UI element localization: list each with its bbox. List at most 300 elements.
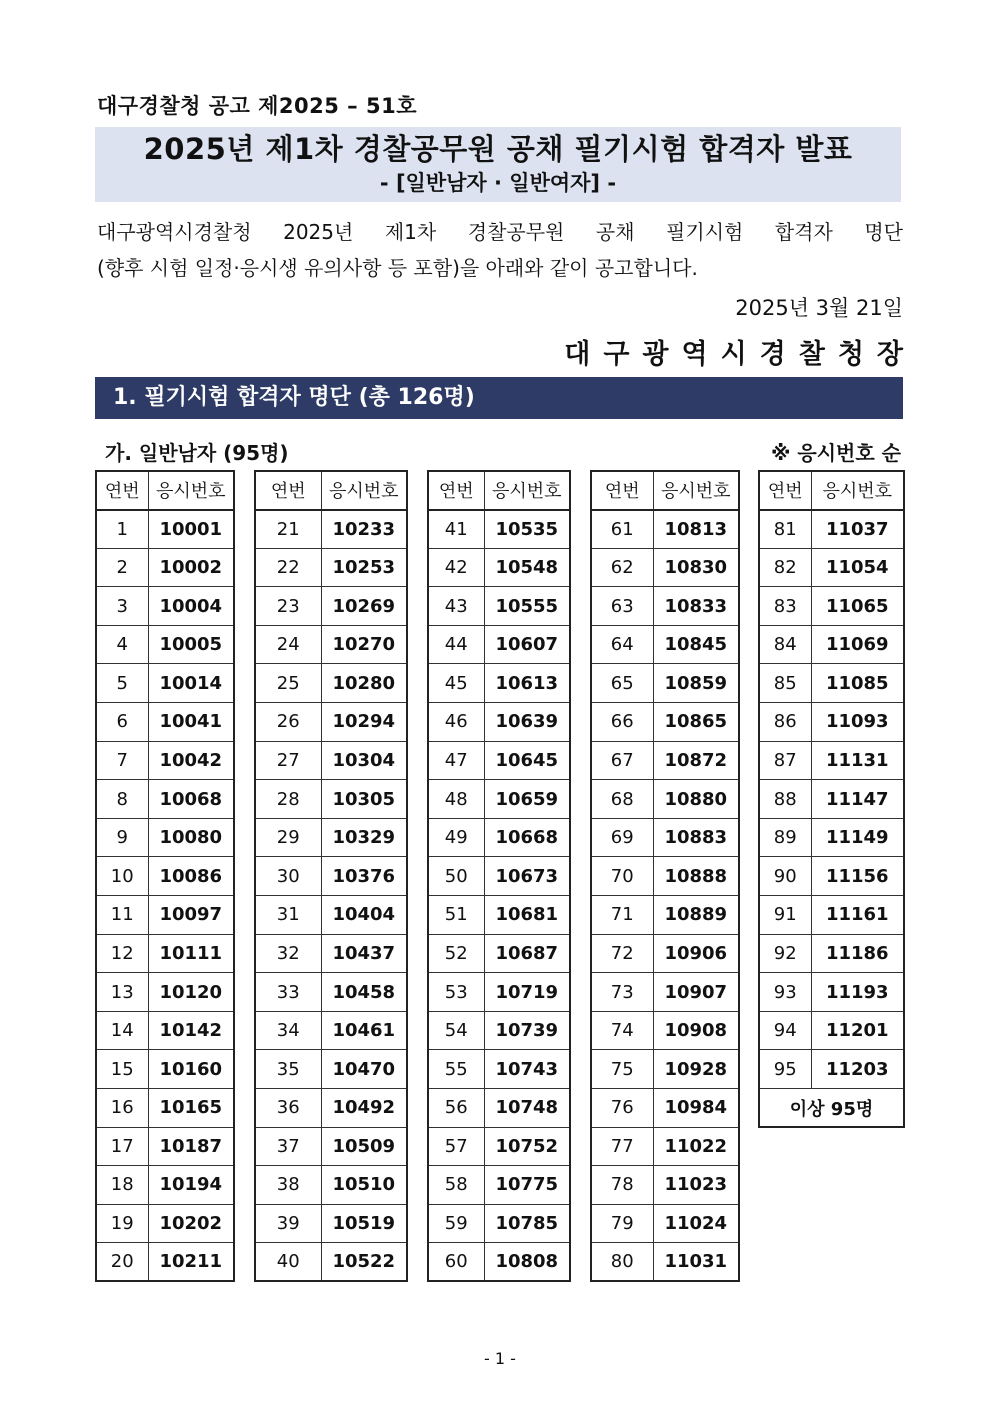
table-row	[428, 1050, 570, 1089]
exam-number-cell: 10002	[148, 548, 234, 587]
exam-number-cell: 10775	[484, 1166, 570, 1205]
table-row	[591, 548, 739, 587]
exam-number-cell: 10202	[148, 1204, 234, 1243]
seq-cell: 15	[96, 1050, 148, 1089]
exam-number-cell: 11031	[653, 1243, 739, 1282]
exam-number-cell: 10042	[148, 741, 234, 780]
table-row	[255, 510, 407, 549]
table-header-row	[428, 471, 570, 510]
table-row	[428, 664, 570, 703]
exam-number-cell: 10830	[653, 548, 739, 587]
exam-number-cell: 11024	[653, 1204, 739, 1243]
seq-cell: 21	[255, 510, 321, 549]
exam-number-cell: 11085	[811, 664, 904, 703]
seq-cell: 20	[96, 1243, 148, 1282]
order-note: ※ 응시번호 순	[771, 441, 901, 465]
seq-cell: 25	[255, 664, 321, 703]
section-header: 1. 필기시험 합격자 명단 (총 126명)	[95, 377, 903, 419]
table-row	[428, 780, 570, 819]
seq-cell: 32	[255, 934, 321, 973]
table-row	[96, 780, 234, 819]
seq-cell: 93	[759, 973, 811, 1012]
table-row	[591, 1050, 739, 1089]
exam-number-cell: 11065	[811, 587, 904, 626]
seq-cell: 4	[96, 625, 148, 664]
table-row	[96, 818, 234, 857]
table-row	[591, 1011, 739, 1050]
table-row	[255, 587, 407, 626]
seq-cell: 16	[96, 1089, 148, 1128]
table-row	[255, 1166, 407, 1205]
exam-number-cell: 10211	[148, 1243, 234, 1282]
results-table-5	[758, 470, 905, 1128]
exam-number-cell: 10068	[148, 780, 234, 819]
seq-cell: 39	[255, 1204, 321, 1243]
table-row	[759, 1011, 904, 1050]
table-row	[759, 973, 904, 1012]
seq-cell: 24	[255, 625, 321, 664]
exam-number-cell: 11149	[811, 818, 904, 857]
table-row	[428, 625, 570, 664]
column-header-exam-number: 응시번호	[653, 471, 739, 510]
exam-number-cell: 11186	[811, 934, 904, 973]
seq-cell: 14	[96, 1011, 148, 1050]
exam-number-cell: 10888	[653, 857, 739, 896]
table-row	[591, 1127, 739, 1166]
table-row	[428, 587, 570, 626]
table-row	[96, 896, 234, 935]
table-row	[759, 896, 904, 935]
seq-cell: 81	[759, 510, 811, 549]
table-row	[591, 818, 739, 857]
seq-cell: 61	[591, 510, 653, 549]
table-row	[428, 548, 570, 587]
seq-cell: 22	[255, 548, 321, 587]
exam-number-cell: 10880	[653, 780, 739, 819]
seq-cell: 34	[255, 1011, 321, 1050]
exam-number-cell: 10461	[321, 1011, 407, 1050]
exam-number-cell: 10645	[484, 741, 570, 780]
seq-cell: 10	[96, 857, 148, 896]
seq-cell: 71	[591, 896, 653, 935]
table-row	[591, 1204, 739, 1243]
exam-number-cell: 11156	[811, 857, 904, 896]
column-header-exam-number: 응시번호	[484, 471, 570, 510]
table-row	[428, 510, 570, 549]
seq-cell: 78	[591, 1166, 653, 1205]
seq-cell: 65	[591, 664, 653, 703]
seq-cell: 19	[96, 1204, 148, 1243]
table-row	[96, 1089, 234, 1128]
seq-cell: 17	[96, 1127, 148, 1166]
table-row	[255, 1127, 407, 1166]
seq-cell: 29	[255, 818, 321, 857]
table-row	[96, 1050, 234, 1089]
exam-number-cell: 10908	[653, 1011, 739, 1050]
seq-cell: 76	[591, 1089, 653, 1128]
table-row	[759, 780, 904, 819]
seq-cell: 53	[428, 973, 484, 1012]
table-row	[255, 1243, 407, 1282]
exam-number-cell: 10001	[148, 510, 234, 549]
exam-number-cell: 11069	[811, 625, 904, 664]
seq-cell: 91	[759, 896, 811, 935]
table-row	[96, 703, 234, 742]
table-row	[759, 1050, 904, 1089]
page-title: 2025년 제1차 경찰공무원 공채 필기시험 합격자 발표	[143, 132, 853, 166]
column-header-seq: 연번	[255, 471, 321, 510]
table-header-row	[96, 471, 234, 510]
seq-cell: 68	[591, 780, 653, 819]
table-row	[96, 510, 234, 549]
table-row	[428, 896, 570, 935]
table-row	[591, 625, 739, 664]
exam-number-cell: 10739	[484, 1011, 570, 1050]
notice-date: 2025년 3월 21일	[735, 296, 903, 320]
table-row	[255, 1050, 407, 1089]
table-row	[759, 741, 904, 780]
seq-cell: 13	[96, 973, 148, 1012]
seq-cell: 43	[428, 587, 484, 626]
exam-number-cell: 10555	[484, 587, 570, 626]
exam-number-cell: 10845	[653, 625, 739, 664]
exam-number-cell: 10111	[148, 934, 234, 973]
exam-number-cell: 10907	[653, 973, 739, 1012]
column-header-seq: 연번	[96, 471, 148, 510]
exam-number-cell: 10165	[148, 1089, 234, 1128]
exam-number-cell: 10752	[484, 1127, 570, 1166]
exam-number-cell: 10458	[321, 973, 407, 1012]
exam-number-cell: 10522	[321, 1243, 407, 1282]
table-row	[428, 1127, 570, 1166]
table-row	[255, 1204, 407, 1243]
table-row	[96, 1243, 234, 1282]
table-row	[591, 780, 739, 819]
table-row	[428, 703, 570, 742]
results-table-1	[95, 470, 235, 1282]
seq-cell: 31	[255, 896, 321, 935]
exam-number-cell: 10005	[148, 625, 234, 664]
seq-cell: 28	[255, 780, 321, 819]
table-row	[96, 1204, 234, 1243]
table-row	[96, 548, 234, 587]
table-row	[428, 934, 570, 973]
table-row	[255, 1089, 407, 1128]
exam-number-cell: 10889	[653, 896, 739, 935]
exam-number-cell: 10659	[484, 780, 570, 819]
seq-cell: 66	[591, 703, 653, 742]
exam-number-cell: 10808	[484, 1243, 570, 1282]
table-row	[255, 818, 407, 857]
exam-number-cell: 11037	[811, 510, 904, 549]
seq-cell: 86	[759, 703, 811, 742]
results-table-4	[590, 470, 740, 1282]
seq-cell: 62	[591, 548, 653, 587]
exam-number-cell: 10014	[148, 664, 234, 703]
exam-number-cell: 11054	[811, 548, 904, 587]
table-row	[255, 548, 407, 587]
table-row	[591, 1089, 739, 1128]
exam-number-cell: 10668	[484, 818, 570, 857]
exam-number-cell: 10984	[653, 1089, 739, 1128]
seq-cell: 42	[428, 548, 484, 587]
exam-number-cell: 11093	[811, 703, 904, 742]
seq-cell: 40	[255, 1243, 321, 1282]
exam-number-cell: 10613	[484, 664, 570, 703]
seq-cell: 54	[428, 1011, 484, 1050]
exam-number-cell: 10269	[321, 587, 407, 626]
exam-number-cell: 11147	[811, 780, 904, 819]
table-row	[591, 896, 739, 935]
intro-line-1: 대구광역시경찰청 2025년 제1차 경찰공무원 공채 필기시험 합격자 명단	[97, 220, 903, 244]
table-row	[255, 934, 407, 973]
seq-cell: 59	[428, 1204, 484, 1243]
exam-number-cell: 10928	[653, 1050, 739, 1089]
seq-cell: 67	[591, 741, 653, 780]
table-row	[255, 973, 407, 1012]
table-row	[96, 934, 234, 973]
seq-cell: 60	[428, 1243, 484, 1282]
seq-cell: 45	[428, 664, 484, 703]
table-row	[96, 1011, 234, 1050]
exam-number-cell: 10294	[321, 703, 407, 742]
exam-number-cell: 10086	[148, 857, 234, 896]
exam-number-cell: 10509	[321, 1127, 407, 1166]
exam-number-cell: 11203	[811, 1050, 904, 1089]
issuer-name: 대구광역시경찰청장	[564, 339, 916, 370]
seq-cell: 64	[591, 625, 653, 664]
exam-number-cell: 10097	[148, 896, 234, 935]
seq-cell: 49	[428, 818, 484, 857]
page-subtitle: - [일반남자 · 일반여자] -	[379, 171, 617, 195]
table-row	[591, 973, 739, 1012]
seq-cell: 47	[428, 741, 484, 780]
exam-number-cell: 10865	[653, 703, 739, 742]
seq-cell: 12	[96, 934, 148, 973]
seq-cell: 50	[428, 857, 484, 896]
seq-cell: 46	[428, 703, 484, 742]
seq-cell: 36	[255, 1089, 321, 1128]
table-row	[591, 1166, 739, 1205]
table-row	[255, 896, 407, 935]
seq-cell: 23	[255, 587, 321, 626]
seq-cell: 48	[428, 780, 484, 819]
seq-cell: 63	[591, 587, 653, 626]
exam-number-cell: 10187	[148, 1127, 234, 1166]
table-row	[591, 510, 739, 549]
table-row	[255, 703, 407, 742]
column-header-exam-number: 응시번호	[321, 471, 407, 510]
seq-cell: 82	[759, 548, 811, 587]
exam-number-cell: 10519	[321, 1204, 407, 1243]
table-row	[759, 818, 904, 857]
seq-cell: 92	[759, 934, 811, 973]
seq-cell: 84	[759, 625, 811, 664]
table-row	[96, 1127, 234, 1166]
exam-number-cell: 11193	[811, 973, 904, 1012]
seq-cell: 26	[255, 703, 321, 742]
exam-number-cell: 10687	[484, 934, 570, 973]
exam-number-cell: 10906	[653, 934, 739, 973]
table-row	[591, 741, 739, 780]
seq-cell: 3	[96, 587, 148, 626]
table-header-row	[759, 471, 904, 510]
table-row	[255, 780, 407, 819]
exam-number-cell: 10160	[148, 1050, 234, 1089]
exam-number-cell: 10492	[321, 1089, 407, 1128]
results-table-2	[254, 470, 408, 1282]
seq-cell: 75	[591, 1050, 653, 1089]
table-row	[759, 510, 904, 549]
exam-number-cell: 10813	[653, 510, 739, 549]
table-row	[255, 741, 407, 780]
table-row	[759, 664, 904, 703]
seq-cell: 94	[759, 1011, 811, 1050]
exam-number-cell: 10304	[321, 741, 407, 780]
table-row	[255, 857, 407, 896]
seq-cell: 72	[591, 934, 653, 973]
exam-number-cell: 10253	[321, 548, 407, 587]
exam-number-cell: 10785	[484, 1204, 570, 1243]
table-row	[759, 548, 904, 587]
exam-number-cell: 11131	[811, 741, 904, 780]
exam-number-cell: 10404	[321, 896, 407, 935]
exam-number-cell: 10470	[321, 1050, 407, 1089]
table-row	[591, 857, 739, 896]
table-row	[591, 664, 739, 703]
seq-cell: 7	[96, 741, 148, 780]
exam-number-cell: 10607	[484, 625, 570, 664]
exam-number-cell: 10548	[484, 548, 570, 587]
page-number: - 1 -	[484, 1349, 516, 1368]
table-header-row	[591, 471, 739, 510]
seq-cell: 51	[428, 896, 484, 935]
seq-cell: 83	[759, 587, 811, 626]
table-row	[428, 857, 570, 896]
exam-number-cell: 10004	[148, 587, 234, 626]
table-row	[428, 973, 570, 1012]
seq-cell: 77	[591, 1127, 653, 1166]
table-row	[96, 625, 234, 664]
seq-cell: 1	[96, 510, 148, 549]
seq-cell: 27	[255, 741, 321, 780]
table-header-row	[255, 471, 407, 510]
notice-number: 대구경찰청 공고 제2025 – 51호	[97, 94, 417, 118]
seq-cell: 87	[759, 741, 811, 780]
total-count: 이상 95명	[759, 1089, 904, 1128]
intro-line-2: (향후 시험 일정·응시생 유의사항 등 포함)을 아래와 같이 공고합니다.	[97, 256, 698, 280]
exam-number-cell: 10859	[653, 664, 739, 703]
seq-cell: 70	[591, 857, 653, 896]
seq-cell: 44	[428, 625, 484, 664]
table-row	[759, 625, 904, 664]
column-header-seq: 연번	[591, 471, 653, 510]
seq-cell: 69	[591, 818, 653, 857]
seq-cell: 37	[255, 1127, 321, 1166]
title-banner	[95, 127, 901, 202]
seq-cell: 74	[591, 1011, 653, 1050]
table-row	[759, 587, 904, 626]
exam-number-cell: 10120	[148, 973, 234, 1012]
seq-cell: 6	[96, 703, 148, 742]
exam-number-cell: 10080	[148, 818, 234, 857]
table-row	[759, 857, 904, 896]
exam-number-cell: 11022	[653, 1127, 739, 1166]
exam-number-cell: 10270	[321, 625, 407, 664]
column-header-seq: 연번	[428, 471, 484, 510]
exam-number-cell: 10883	[653, 818, 739, 857]
exam-number-cell: 10233	[321, 510, 407, 549]
table-row	[255, 1011, 407, 1050]
exam-number-cell: 10719	[484, 973, 570, 1012]
exam-number-cell: 10872	[653, 741, 739, 780]
table-row	[428, 1089, 570, 1128]
intro-paragraph	[97, 214, 903, 286]
exam-number-cell: 10194	[148, 1166, 234, 1205]
table-row	[591, 703, 739, 742]
seq-cell: 52	[428, 934, 484, 973]
seq-cell: 8	[96, 780, 148, 819]
table-row	[428, 1204, 570, 1243]
seq-cell: 58	[428, 1166, 484, 1205]
seq-cell: 9	[96, 818, 148, 857]
table-row	[428, 1166, 570, 1205]
exam-number-cell: 10833	[653, 587, 739, 626]
column-header-exam-number: 응시번호	[811, 471, 904, 510]
exam-number-cell: 10329	[321, 818, 407, 857]
seq-cell: 95	[759, 1050, 811, 1089]
table-row	[96, 587, 234, 626]
seq-cell: 33	[255, 973, 321, 1012]
subsection-title: 가. 일반남자 (95명)	[105, 441, 289, 465]
seq-cell: 56	[428, 1089, 484, 1128]
exam-number-cell: 10743	[484, 1050, 570, 1089]
table-row	[96, 1166, 234, 1205]
seq-cell: 85	[759, 664, 811, 703]
exam-number-cell: 10510	[321, 1166, 407, 1205]
column-header-exam-number: 응시번호	[148, 471, 234, 510]
table-row	[96, 973, 234, 1012]
table-row	[759, 934, 904, 973]
table-total-row	[759, 1089, 904, 1128]
seq-cell: 5	[96, 664, 148, 703]
table-row	[255, 664, 407, 703]
seq-cell: 11	[96, 896, 148, 935]
seq-cell: 80	[591, 1243, 653, 1282]
table-row	[428, 1243, 570, 1282]
seq-cell: 38	[255, 1166, 321, 1205]
exam-number-cell: 10376	[321, 857, 407, 896]
exam-number-cell: 10748	[484, 1089, 570, 1128]
table-row	[255, 625, 407, 664]
exam-number-cell: 10535	[484, 510, 570, 549]
seq-cell: 18	[96, 1166, 148, 1205]
exam-number-cell: 11161	[811, 896, 904, 935]
seq-cell: 41	[428, 510, 484, 549]
seq-cell: 30	[255, 857, 321, 896]
exam-number-cell: 10041	[148, 703, 234, 742]
seq-cell: 55	[428, 1050, 484, 1089]
exam-number-cell: 11201	[811, 1011, 904, 1050]
table-row	[96, 664, 234, 703]
exam-number-cell: 10639	[484, 703, 570, 742]
exam-number-cell: 10681	[484, 896, 570, 935]
table-row	[591, 934, 739, 973]
exam-number-cell: 10437	[321, 934, 407, 973]
seq-cell: 88	[759, 780, 811, 819]
seq-cell: 73	[591, 973, 653, 1012]
table-row	[591, 1243, 739, 1282]
